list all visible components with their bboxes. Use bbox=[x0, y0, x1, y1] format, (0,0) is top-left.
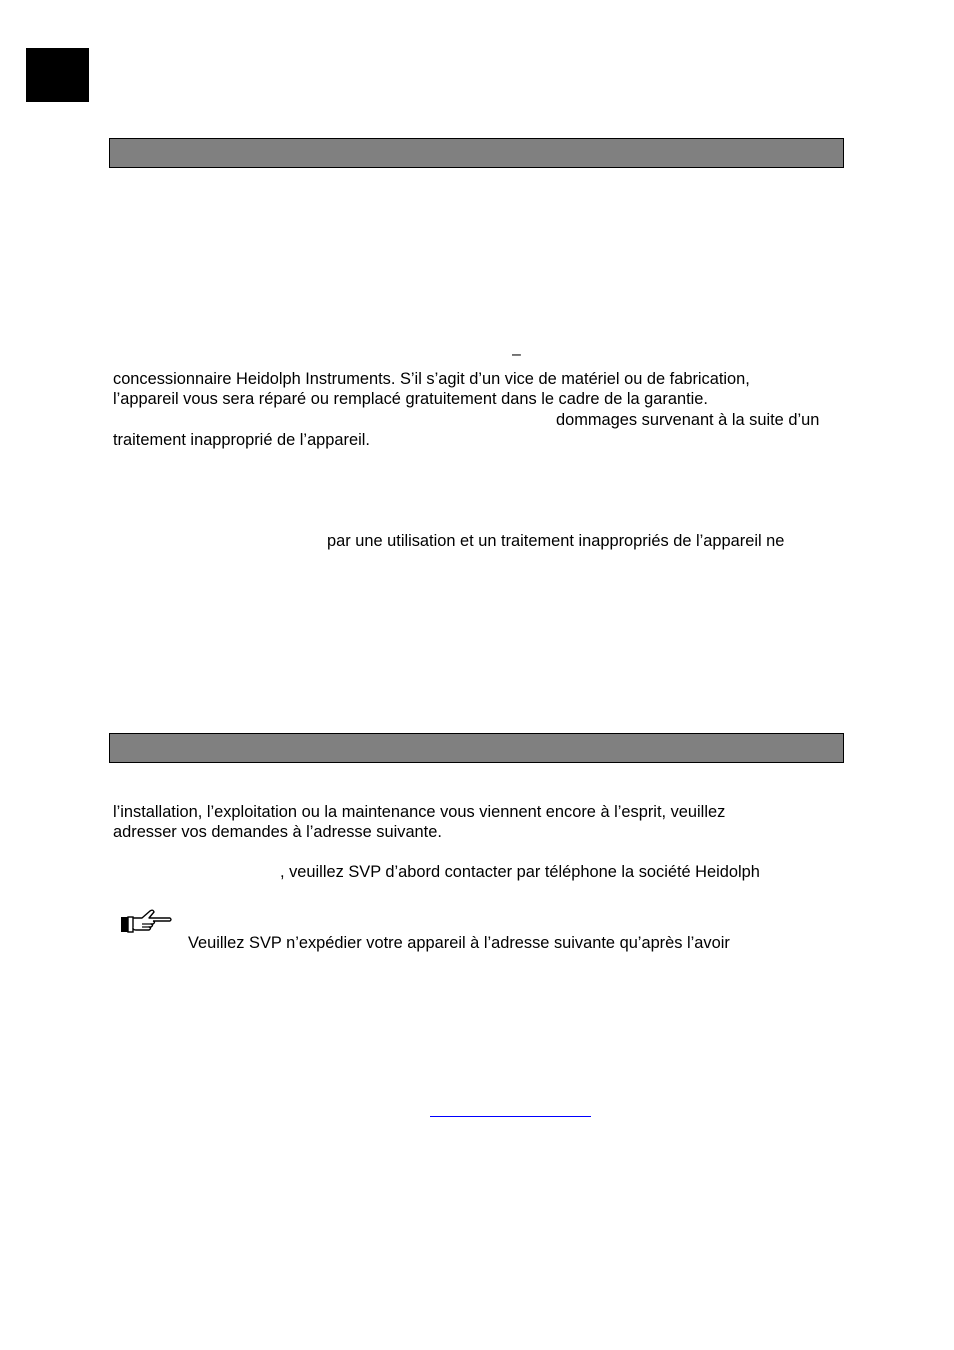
dash-mark: – bbox=[512, 346, 521, 363]
section-header-bar-questions bbox=[109, 733, 844, 763]
warranty-text-line-4: traitement inapproprié de l’appareil. bbox=[113, 431, 370, 449]
section-header-bar-warranty bbox=[109, 138, 844, 168]
questions-text-line-1: l’installation, l’exploitation ou la maintenance vous viennent encore à l’esprit, veuillez bbox=[113, 803, 726, 821]
questions-text-line-3: , veuillez SVP d’abord contacter par téléphone la société Heidolph bbox=[280, 863, 760, 881]
warranty-text-line-3: dommages survenant à la suite d’un bbox=[556, 411, 820, 429]
warranty-text-line-1: concessionnaire Heidolph Instruments. S’il s’agit d’un vice de matériel ou de fabrication, bbox=[113, 370, 750, 388]
page-corner-tab bbox=[26, 48, 89, 102]
warranty-text-line-5: par une utilisation et un traitement inappropriés de l’appareil ne bbox=[327, 532, 785, 550]
warranty-text-line-2: l’appareil vous sera réparé ou remplacé gratuitement dans le cadre de la garantie. bbox=[113, 390, 708, 408]
hyperlink-underline[interactable] bbox=[430, 1116, 591, 1117]
note-text-line: Veuillez SVP n’expédier votre appareil à l’adresse suivante qu’après l’avoir bbox=[188, 934, 730, 952]
pointing-hand-icon bbox=[120, 908, 174, 936]
questions-text-line-2: adresser vos demandes à l’adresse suivante. bbox=[113, 823, 442, 841]
